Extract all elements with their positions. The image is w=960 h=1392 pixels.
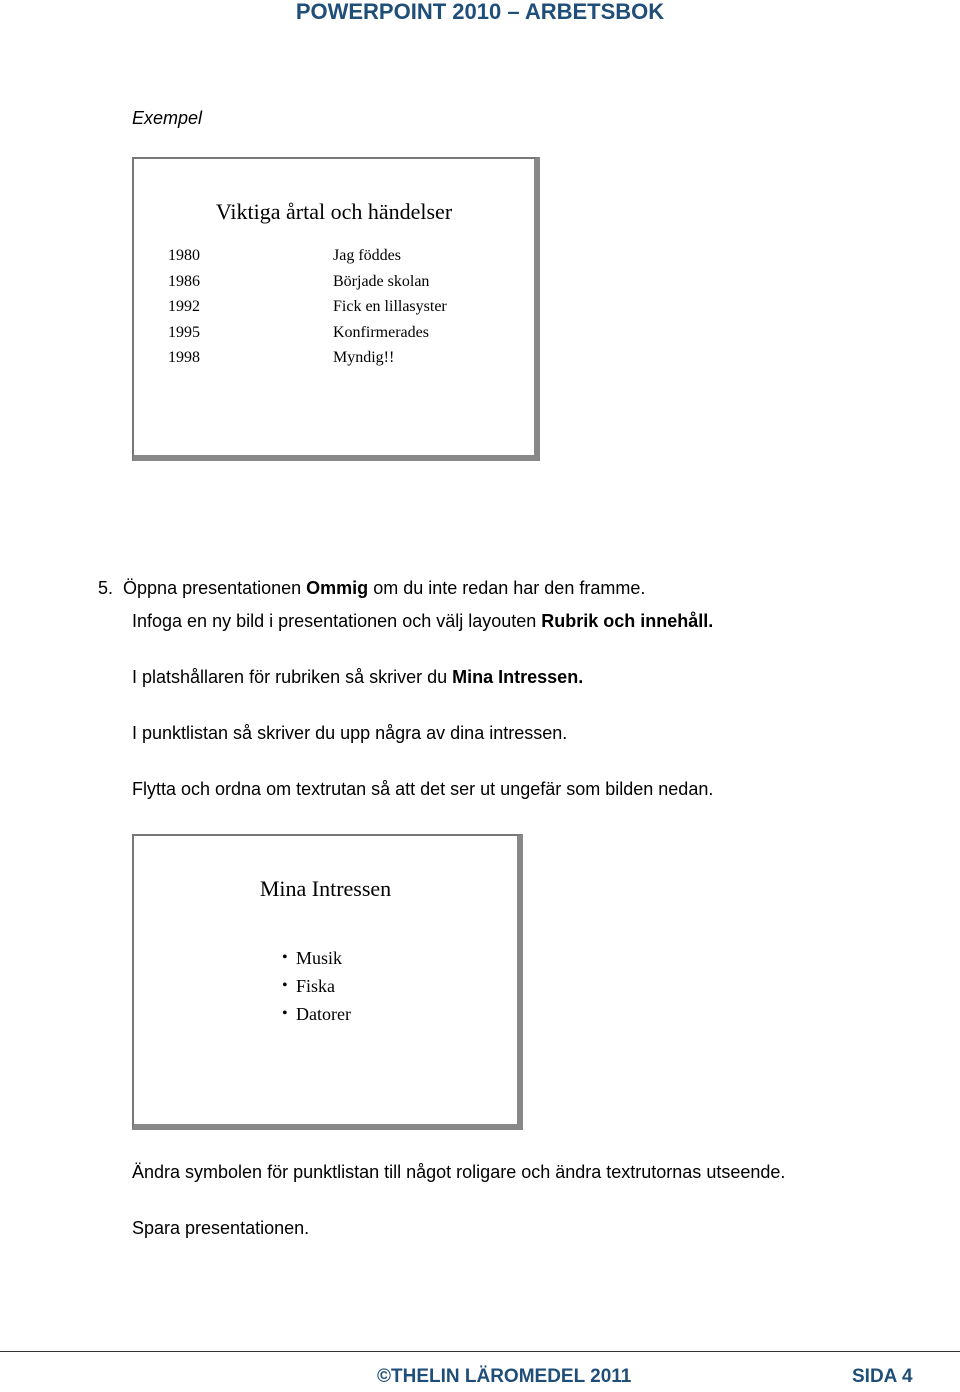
- bullet-text: Datorer: [296, 1003, 351, 1024]
- list-item: [168, 247, 447, 273]
- example-slide-artal: [132, 157, 540, 461]
- event: Fick en lillasyster: [333, 298, 447, 315]
- text: I platshållaren för rubriken så skriver du: [132, 667, 453, 687]
- instruction-save: Spara presentationen.: [132, 1218, 310, 1238]
- year: 1992: [168, 298, 200, 315]
- year: 1998: [168, 349, 200, 366]
- list-item: [168, 273, 447, 299]
- year-event-list: [168, 247, 447, 375]
- text: Öppna presentationen: [123, 578, 307, 598]
- event: Konfirmerades: [333, 323, 429, 341]
- bold-text: Mina Intressen.: [452, 667, 584, 687]
- bullet-icon: •: [282, 949, 288, 966]
- list-item: [168, 298, 447, 324]
- event: Myndig!!: [333, 349, 395, 366]
- step-line-5: Flytta och ordna om textrutan så att det ser ut ungefär som bilden nedan.: [132, 779, 714, 799]
- step-line-2: [132, 611, 713, 632]
- footer-page-number: SIDA 4: [852, 1366, 913, 1387]
- bullet-icon: •: [282, 1005, 288, 1022]
- year: 1980: [168, 247, 200, 264]
- list-item: [168, 349, 447, 375]
- text: Infoga en ny bild i presentationen och välj layouten: [132, 611, 542, 631]
- event: Började skolan: [333, 272, 430, 290]
- list-item: [282, 944, 351, 972]
- bullet-icon: •: [282, 977, 288, 994]
- text: om du inte redan har den framme.: [368, 578, 646, 598]
- example-slide-intressen: [132, 834, 523, 1130]
- list-item: [282, 1000, 351, 1028]
- step-line-4: I punktlistan så skriver du upp några av dina intressen.: [132, 723, 568, 743]
- year: 1995: [168, 323, 200, 341]
- step-line-1: [98, 578, 645, 599]
- footer-divider: [0, 1351, 960, 1352]
- example-label: Exempel: [132, 108, 203, 128]
- list-item: [282, 972, 351, 1000]
- instruction-change-symbol: Ändra symbolen för punktlistan till något roligare och ändra textrutornas utseende.: [132, 1162, 786, 1182]
- slide-title: Mina Intressen: [259, 876, 392, 901]
- bold-text: Ommig: [306, 578, 369, 598]
- step-number: 5.: [98, 578, 114, 598]
- event: Jag föddes: [333, 247, 401, 264]
- document-header: POWERPOINT 2010 – ARBETSBOK: [295, 0, 665, 24]
- slide-title: Viktiga årtal och händelser: [215, 199, 453, 224]
- bullet-list: [282, 944, 351, 1028]
- bullet-text: Fiska: [296, 975, 336, 996]
- list-item: [168, 324, 447, 350]
- footer-copyright: ©THELIN LÄROMEDEL 2011: [377, 1366, 632, 1387]
- bold-text: Rubrik och innehåll.: [541, 611, 714, 631]
- bullet-text: Musik: [296, 947, 343, 968]
- year: 1986: [168, 272, 200, 290]
- step-line-3: [132, 667, 583, 688]
